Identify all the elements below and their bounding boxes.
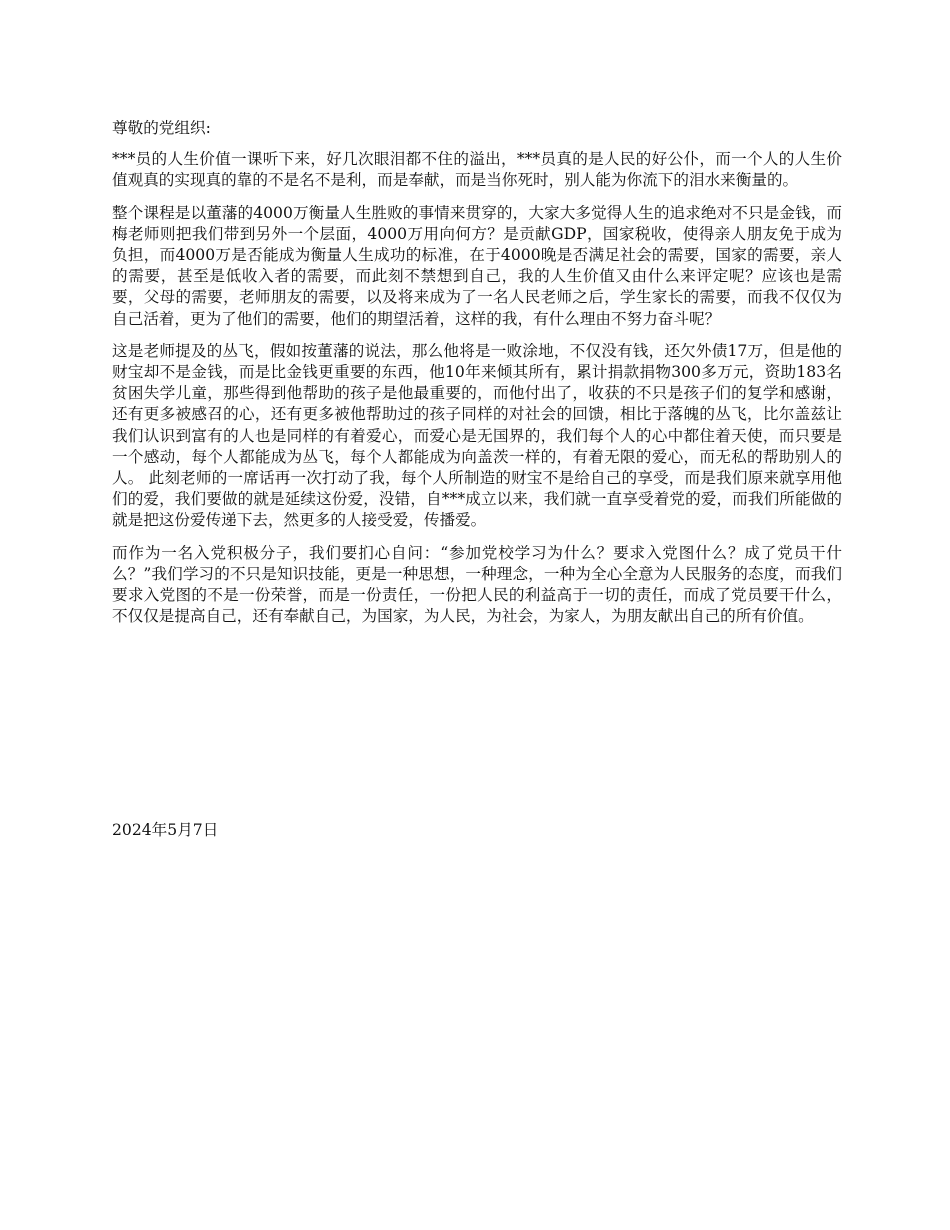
paragraph-1: ***员的人生价值一课听下来，好几次眼泪都不住的溢出，***员真的是人民的好公仆，而一个人的人生价值观真的实现真的靠的不是名不是利，而是奉献，而是当你死时，别人能为你流下的泪水来衡量的。: [112, 150, 842, 190]
salutation: 尊敬的党组织:: [112, 119, 211, 137]
paragraph-3: 这是老师提及的丛飞，假如按董藩的说法，那么他将是一败涂地，不仅没有钱，还欠外债17万，但是他的财宝却不是金钱，而是比金钱更重要的东西，他10年来倾其所有，累计捐款捐物300多万元，资助183名贫困失学儿童，那些得到他帮助的孩子是他最重要的，而他付出了，收获的不只是孩子们的复学和感谢，还有更多被感召的心，还有更多被他帮助过的孩子同样的对社会的回馈，相比于落魄的丛飞，比尔盖兹让我们认识到富有的人也是同样的有着爱心，而爱心是无国界的，我们每个人的心中都住着天使，而只要是一个感动，每个人都能成为丛飞，每个人都能成为向盖茨一样的，有着无限的爱心，而无私的帮助别人的人。 此刻老师的一席话再一次打动了我，每个人所制造的财宝不是给自己的享受，而是我们原来就享用他们的爱，我们要做的就是延续这份爱，没错，自***成立以来，我们就一直享受着党的爱，而我们所能做的就是把这份爱传递下去，然更多的人接受爱，传播爱。: [112, 341, 842, 530]
document-body: [112, 118, 842, 638]
document-date: 2024年5月7日: [112, 821, 219, 839]
paragraph-2: 整个课程是以董藩的4000万衡量人生胜败的事情来贯穿的，大家大多觉得人生的追求绝对不只是金钱，而梅老师则把我们带到另外一个层面，4000万用向何方？是贡献GDP，国家税收，使得亲人朋友免于成为负担，而4000万是否能成为衡量人生成功的标准，在于4000晚是否满足社会的需要，国家的需要，亲人的需要，甚至是低收入者的需要，而此刻不禁想到自己，我的人生价值又由什么来评定呢？应该也是需要，父母的需要，老师朋友的需要，以及将来成为了一名人民老师之后，学生家长的需要，而我不仅仅为自己活着，更为了他们的需要，他们的期望活着，这样的我，有什么理由不努力奋斗呢？: [112, 203, 842, 328]
paragraph-4: 而作为一名入党积极分子，我们要扪心自问：“参加党校学习为什么？要求入党图什么？成了党员干什么？”我们学习的不只是知识技能，更是一种思想，一种理念，一种为全心全意为人民服务的态度，而我们要求入党图的不是一份荣誉，而是一份责任，一份把人民的利益高于一切的责任，而成了党员要干什么，不仅仅是提高自己，还有奉献自己，为国家，为人民，为社会，为家人，为朋友献出自己的所有价值。: [112, 543, 842, 626]
